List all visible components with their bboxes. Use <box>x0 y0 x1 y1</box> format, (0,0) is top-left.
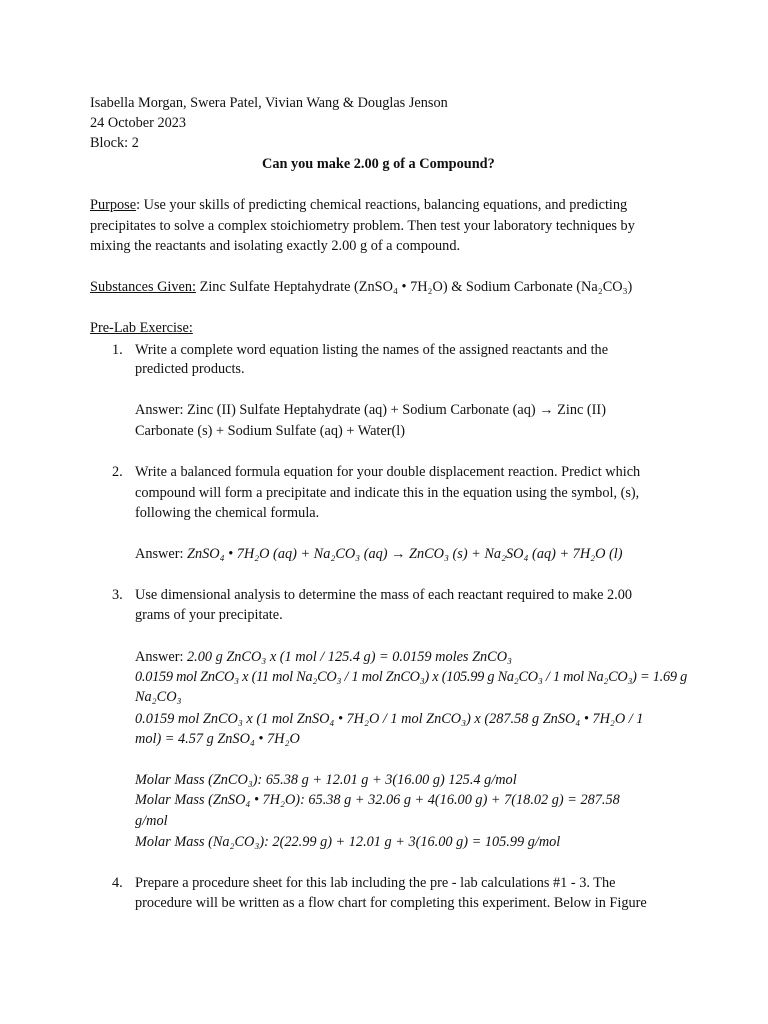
item-3-answer-line: Na₂CO₃ <box>135 689 182 705</box>
molar-mass-line: Molar Mass (ZnSO₄ • 7H₂O): 65.38 g + 32.06 g + 4(16.00 g) + 7(18.02 g) = 287.58 <box>135 792 620 808</box>
item-2-question-line: compound will form a precipitate and indicate this in the equation using the symbol, (s), <box>135 485 640 501</box>
item-2-question-line: Write a balanced formula equation for your double displacement reaction. Predict which <box>135 464 641 480</box>
molar-mass-line: g/mol <box>135 813 168 829</box>
item-4-question-line: Prepare a procedure sheet for this lab including the pre - lab calculations #1 - 3. The <box>135 875 616 891</box>
item-3-answer-line: mol) = 4.57 g ZnSO₄ • 7H₂O <box>135 731 300 747</box>
molar-mass-line: Molar Mass (Na₂CO₃): 2(22.99 g) + 12.01 g + 3(16.00 g) = 105.99 g/mol <box>135 834 561 850</box>
item-number: 4. <box>112 875 123 891</box>
item-3-answer-line: 0.0159 mol ZnCO₃ x (11 mol Na₂CO₃ / 1 mol ZnCO₃) x (105.99 g Na₂CO₃ / 1 mol Na₂CO₃) = 1.69 g <box>135 669 687 685</box>
molar-mass-line: Molar Mass (ZnCO₃): 65.38 g + 12.01 g + 3(16.00 g) 125.4 g/mol <box>135 772 517 788</box>
item-4-question-line: procedure will be written as a flow chart for completing this experiment. Below in Figure <box>135 895 647 911</box>
purpose-line-2: precipitates to solve a complex stoichiometry problem. Then test your laboratory techniques by <box>90 218 635 234</box>
item-number: 2. <box>112 464 123 480</box>
substances-line: Substances Given: Zinc Sulfate Heptahydrate (ZnSO₄ • 7H₂O) & Sodium Carbonate (Na₂CO₃) <box>90 279 633 295</box>
item-3-answer-line: 0.0159 mol ZnCO₃ x (1 mol ZnSO₄ • 7H₂O / 1 mol ZnCO₃) x (287.58 g ZnSO₄ • 7H₂O / 1 <box>135 711 644 727</box>
item-3-question-line: grams of your precipitate. <box>135 607 283 623</box>
substances-label: Substances Given: <box>90 279 197 295</box>
item-3-answer-line: Answer: 2.00 g ZnCO₃ x (1 mol / 125.4 g) = 0.0159 moles ZnCO₃ <box>135 649 513 665</box>
block: Block: 2 <box>90 135 139 151</box>
item-2-answer-line: Answer: ZnSO₄ • 7H₂O (aq) + Na₂CO₃ (aq) → ZnCO₃ (s) + Na₂SO₄ (aq) + 7H₂O (l) <box>135 546 623 562</box>
item-1-answer-line: Answer: Zinc (II) Sulfate Heptahydrate (aq) + Sodium Carbonate (aq) → Zinc (II) <box>135 402 606 418</box>
item-number: 1. <box>112 342 123 358</box>
item-2-question-line: following the chemical formula. <box>135 505 320 521</box>
item-3-question-line: Use dimensional analysis to determine the mass of each reactant required to make 2.00 <box>135 587 633 603</box>
purpose-line-1: Purpose: Use your skills of predicting chemical reactions, balancing equations, and predicting <box>90 197 628 213</box>
purpose-line-3: mixing the reactants and isolating exactly 2.00 g of a compound. <box>90 238 461 254</box>
date: 24 October 2023 <box>90 115 187 131</box>
prelab-label: Pre-Lab Exercise: <box>90 320 193 336</box>
item-1-question-line: predicted products. <box>135 361 245 377</box>
item-1-question-line: Write a complete word equation listing the names of the assigned reactants and the <box>135 342 609 358</box>
document-title: Can you make 2.00 g of a Compound? <box>262 156 495 172</box>
purpose-label: Purpose <box>90 197 137 213</box>
item-1-answer-line: Carbonate (s) + Sodium Sulfate (aq) + Water(l) <box>135 423 405 439</box>
item-number: 3. <box>112 587 123 603</box>
authors: Isabella Morgan, Swera Patel, Vivian Wang & Douglas Jenson <box>90 95 448 111</box>
